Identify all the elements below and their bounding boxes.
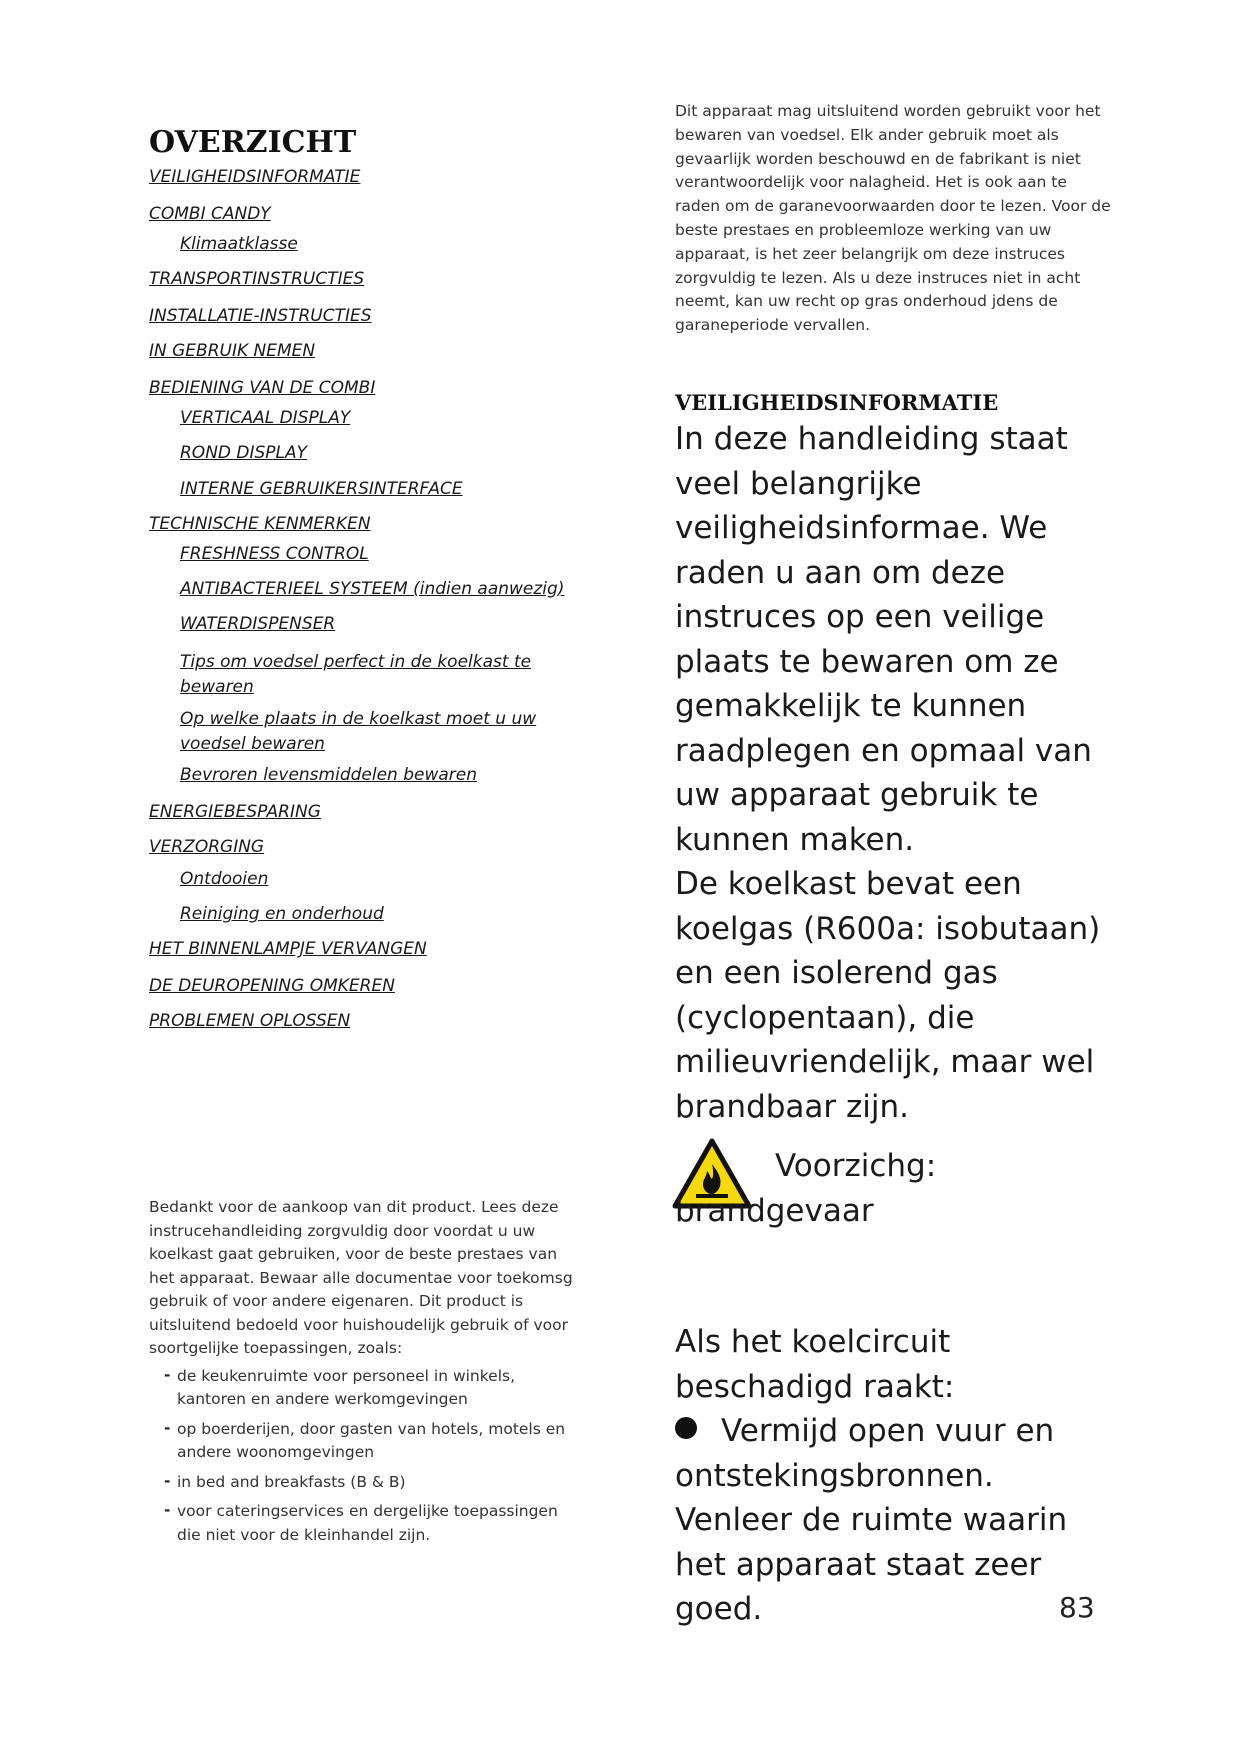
toc-link-antibacterieel-systeem[interactable]: ANTIBACTERIEEL SYSTEEM (indien aanwezig) bbox=[180, 579, 565, 599]
list-item: - op boerderijen, door gasten van hotels, motels en andere woonomgevingen bbox=[149, 1418, 584, 1465]
circuit-bullet: Vermijd open vuur en ontstekingsbronnen. bbox=[675, 1413, 1055, 1494]
list-item: - in bed and breakfasts (B & B) bbox=[149, 1471, 584, 1495]
intro-section bbox=[149, 1196, 584, 1553]
toc-title: OVERZICHT bbox=[149, 125, 357, 160]
safety-text-manual: In deze handleiding staat veel belangrijke veiligheidsinformae. We raden u aan om deze instruces op een veilige plaats te bewaren om ze gemakkelijk te kunnen raadplegen en opmaal van uw apparaat gebruik te kunnen maken. bbox=[675, 421, 1092, 858]
toc-link-problemen-oplossen[interactable]: PROBLEMEN OPLOSSEN bbox=[149, 1011, 351, 1031]
warning-subtitle: brandgevaar bbox=[675, 1193, 874, 1229]
toc-link-plaats-voedsel[interactable]: Op welke plaats in de koelkast moet u uw voedsel bewaren bbox=[180, 709, 537, 754]
toc-link-bevroren-levensmiddelen[interactable]: Bevroren levensmiddelen bewaren bbox=[180, 765, 478, 785]
page-number: 83 bbox=[1059, 1591, 1095, 1624]
list-item: - voor cateringservices en dergelijke toepassingen die niet voor de kleinhandel zijn. bbox=[149, 1500, 584, 1547]
toc-link-bediening-van-de-combi[interactable]: BEDIENING VAN DE COMBI bbox=[149, 378, 376, 398]
toc-link-tips-voedsel[interactable]: Tips om voedsel perfect in de koelkast te bewaren bbox=[180, 652, 532, 697]
list-item: - de keukenruimte voor personeel in winkels, kantoren en andere werkomgevingen bbox=[149, 1365, 584, 1412]
toc-link-transportinstructies[interactable]: TRANSPORTINSTRUCTIES bbox=[149, 269, 365, 289]
toc-link-combi-candy[interactable]: COMBI CANDY bbox=[149, 204, 271, 224]
section-heading-veiligheidsinformatie: VEILIGHEIDSINFORMATIE bbox=[675, 390, 999, 415]
toc-link-installatie-instructies[interactable]: INSTALLATIE-INSTRUCTIES bbox=[149, 306, 372, 326]
toc-link-rond-display[interactable]: ROND DISPLAY bbox=[180, 443, 308, 463]
usage-paragraph: Dit apparaat mag uitsluitend worden gebruikt voor het bewaren van voedsel. Elk ander gebruik moet als gevaarlijk worden beschouwd en de fabrikant is niet verantwoordelijk voor nalagheid. Het is ook aan te raden om de garanevoorwaarden door te lezen. Voor de beste prestaes en probleemloze werking van uw apparaat, is het zeer belangrijk om deze instruces zorgvuldig te lezen. Als u deze instruces niet in acht neemt, kan uw recht op gras onderhoud jdens de garaneperiode vervallen. bbox=[675, 102, 1111, 335]
circuit-ventilation-text: Venleer de ruimte waarin het apparaat staat zeer goed. bbox=[675, 1502, 1068, 1627]
toc-link-klimaatklasse[interactable]: Klimaatklasse bbox=[180, 234, 298, 254]
toc-link-deuropening-omkeren[interactable]: DE DEUROPENING OMKEREN bbox=[149, 976, 395, 996]
bullet-dot-icon bbox=[675, 1417, 697, 1439]
circuit-heading: Als het koelcircuit beschadigd raakt: bbox=[675, 1324, 955, 1405]
circuit-bullet-item bbox=[675, 1409, 1115, 1498]
warning-title: Voorzichg: bbox=[775, 1148, 937, 1184]
toc-link-freshness-control[interactable]: FRESHNESS CONTROL bbox=[180, 544, 369, 564]
toc-link-binnenlampje-vervangen[interactable]: HET BINNENLAMPJE VERVANGEN bbox=[149, 939, 427, 959]
safety-text-gas: De koelkast bevat een koelgas (R600a: isobutaan) en een isolerend gas (cyclopentaan), die milieuvriendelijk, maar wel brandbaar zijn. bbox=[675, 866, 1101, 1125]
toc-link-interne-gebruikersinterface[interactable]: INTERNE GEBRUIKERSINTERFACE bbox=[180, 479, 463, 499]
toc-link-reiniging-en-onderhoud[interactable]: Reiniging en onderhoud bbox=[180, 904, 384, 924]
toc-link-ontdooien[interactable]: Ontdooien bbox=[180, 869, 269, 889]
toc-link-veiligheidsinformatie[interactable]: VEILIGHEIDSINFORMATIE bbox=[149, 167, 361, 187]
intro-paragraph: Bedankt voor de aankoop van dit product. Lees deze instrucehandleiding zorgvuldig door voordat u uw koelkast gaat gebruiken, voor de beste prestaes van het apparaat. Bewaar alle documentae voor toekomsg gebruik of voor andere eigenaren. Dit product is uitsluitend bedoeld voor huishoudelijk gebruik of voor soortgelijke toepassingen, zoals: bbox=[149, 1198, 573, 1357]
toc-link-in-gebruik-nemen[interactable]: IN GEBRUIK NEMEN bbox=[149, 341, 316, 361]
usage-list bbox=[149, 1365, 584, 1548]
toc-link-energiebesparing[interactable]: ENERGIEBESPARING bbox=[149, 802, 321, 822]
toc-link-verticaal-display[interactable]: VERTICAAL DISPLAY bbox=[180, 408, 351, 428]
toc-link-technische-kenmerken[interactable]: TECHNISCHE KENMERKEN bbox=[149, 514, 371, 534]
toc-link-waterdispenser[interactable]: WATERDISPENSER bbox=[180, 614, 336, 634]
toc-link-verzorging[interactable]: VERZORGING bbox=[149, 837, 265, 857]
